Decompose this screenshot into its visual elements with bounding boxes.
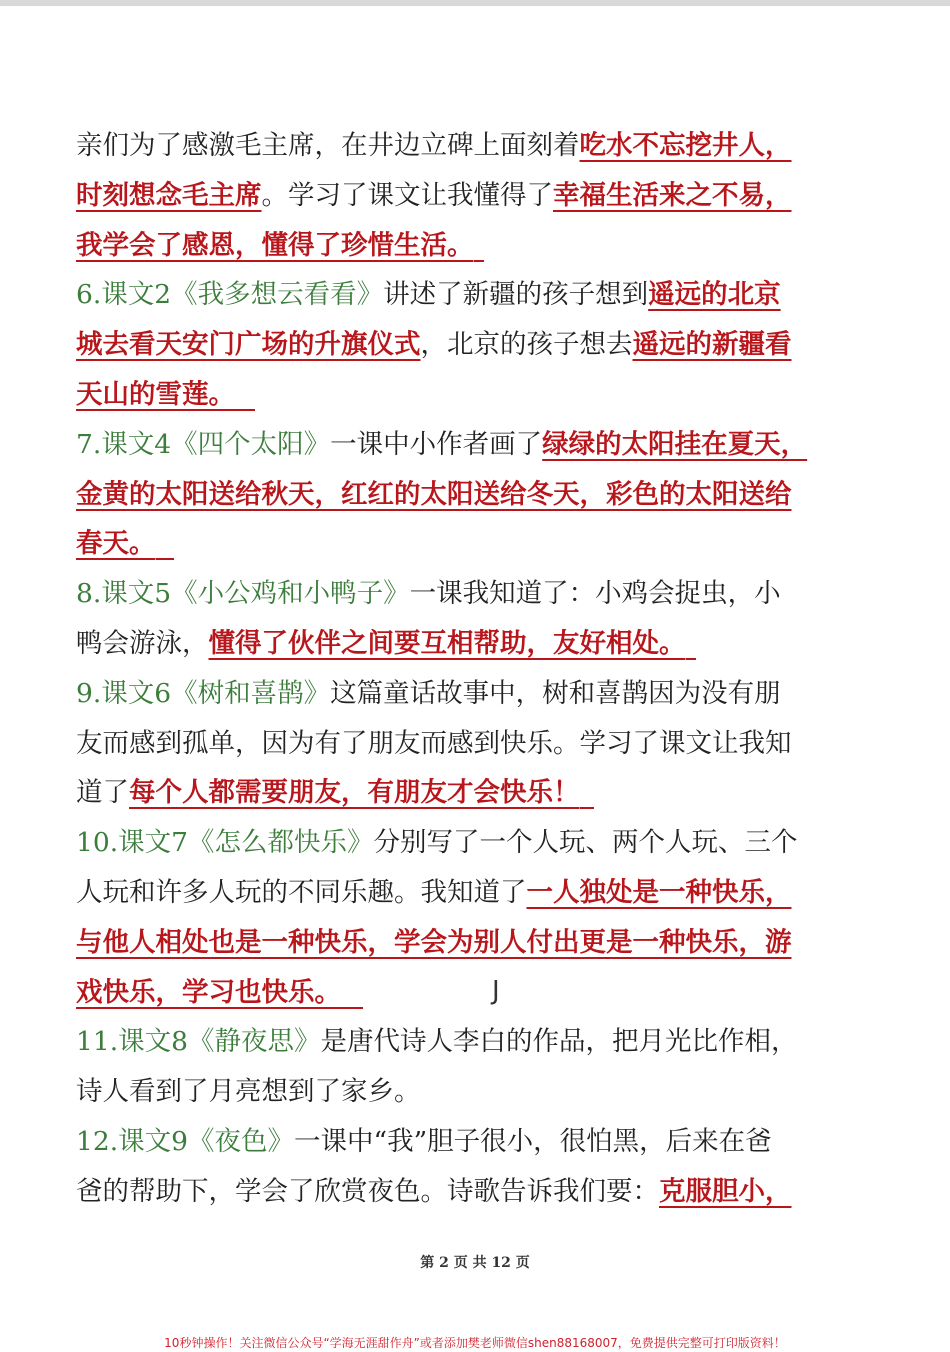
- text-line: [76, 918, 852, 968]
- underline-tail: [156, 558, 174, 560]
- body-text: 亲们为了感激毛主席，在井边立碑上面刻着: [76, 130, 580, 161]
- text-line: [76, 420, 852, 470]
- key-answer: 懂得了伙伴之间要互相帮助，友好相处。: [208, 627, 686, 659]
- lesson-heading: 10.课文7《怎么都快乐》: [76, 827, 374, 859]
- key-answer: 我学会了感恩，懂得了珍惜生活。: [76, 229, 474, 261]
- lesson-heading: 7.课文4《四个太阳》: [76, 428, 331, 460]
- key-answer: 金黄的太阳送给秋天，红红的太阳送给冬天，彩色的太阳送给: [76, 478, 792, 510]
- text-line: [76, 569, 852, 619]
- lesson-heading: 8.课文5《小公鸡和小鸭子》: [76, 578, 410, 610]
- top-edge-bar: [0, 0, 950, 6]
- text-line: [76, 818, 852, 868]
- lesson-heading: 6.课文2《我多想云看看》: [76, 279, 384, 311]
- text-line: [76, 470, 852, 520]
- text-line: [76, 221, 852, 271]
- text-line: [76, 768, 852, 818]
- text-line: [76, 868, 852, 918]
- body-text: 人玩和许多人玩的不同乐趣。我知道了: [76, 876, 527, 908]
- text-line: [76, 1067, 852, 1117]
- text-line: [76, 968, 852, 1018]
- promo-banner: 10秒钟操作！关注微信公众号“学海无涯甜作舟”或者添加樊老师微信shen88168007，免费提供完整可打印版资料！: [164, 1336, 786, 1350]
- text-line: [76, 320, 852, 370]
- body-text: 一课中小作者画了: [330, 428, 543, 460]
- key-answer: 春天。: [76, 528, 156, 560]
- page-number: 第 2 页 共 12 页: [420, 1255, 530, 1271]
- body-text: ，北京的孩子想去: [420, 329, 633, 361]
- key-answer: 吃水不忘挖井人，: [579, 130, 792, 161]
- body-text: 爸的帮助下，学会了欣赏夜色。诗歌告诉我们要：: [76, 1175, 659, 1207]
- key-answer: 幸福生活来之不易，: [553, 179, 792, 211]
- underline-tail: [341, 1007, 363, 1009]
- lesson-heading: 11.课文8《静夜思》: [76, 1026, 321, 1058]
- body-text: 友而感到孤单，因为有了朋友而感到快乐。学习了课文让我知: [76, 727, 792, 759]
- underline-tail: [686, 658, 696, 660]
- body-text: 鸭会游泳，: [76, 627, 209, 659]
- document-body: [76, 121, 852, 1217]
- text-line: [76, 1167, 852, 1217]
- key-answer: 与他人相处也是一种快乐，学会为别人付出更是一种快乐，游: [76, 926, 792, 958]
- key-answer: 城去看天安门广场的升旗仪式: [76, 329, 421, 361]
- key-answer: 戏快乐，学习也快乐。: [76, 976, 341, 1008]
- key-answer: 绿绿的太阳挂在夏天，: [542, 428, 808, 460]
- body-text: 一课我知道了：小鸡会捉虫，小: [409, 578, 781, 610]
- text-line: [76, 121, 852, 171]
- body-text: 这篇童话故事中，树和喜鹊因为没有朋: [330, 677, 781, 709]
- underline-tail: [580, 807, 594, 809]
- key-answer: 遥远的新疆看: [632, 329, 792, 361]
- stray-mark: J: [492, 976, 500, 1006]
- text-line: [76, 1117, 852, 1167]
- underline-tail: [474, 260, 484, 262]
- body-text: 讲述了新疆的孩子想到: [383, 279, 649, 311]
- text-line: [76, 270, 852, 320]
- text-line: [76, 1017, 852, 1067]
- key-answer: 天山的雪莲。: [76, 378, 235, 410]
- key-answer: 时刻想念毛主席: [76, 179, 262, 211]
- text-line: [76, 669, 852, 719]
- lesson-heading: 9.课文6《树和喜鹊》: [76, 677, 331, 709]
- body-text: 分别写了一个人玩、两个人玩、三个: [373, 827, 798, 859]
- text-line: [76, 171, 852, 221]
- body-text: 道了: [76, 777, 129, 809]
- key-answer: 每个人都需要朋友，有朋友才会快乐！: [129, 777, 580, 809]
- lesson-heading: 12.课文9《夜色》: [76, 1125, 295, 1157]
- key-answer: 遥远的北京: [648, 279, 781, 311]
- body-text: 。学习了课文让我懂得了: [261, 179, 553, 211]
- text-line: [76, 519, 852, 569]
- body-text: 是唐代诗人李白的作品，把月光比作相，: [320, 1026, 798, 1058]
- text-line: [76, 719, 852, 769]
- text-line: [76, 370, 852, 420]
- body-text: 诗人看到了月亮想到了家乡。: [76, 1076, 421, 1108]
- body-text: 一课中“我”胆子很小，很怕黑，后来在爸: [294, 1125, 772, 1157]
- underline-tail: [235, 409, 255, 411]
- key-answer: 克服胆小，: [659, 1175, 792, 1207]
- text-line: [76, 619, 852, 669]
- key-answer: 一人独处是一种快乐，: [526, 876, 792, 908]
